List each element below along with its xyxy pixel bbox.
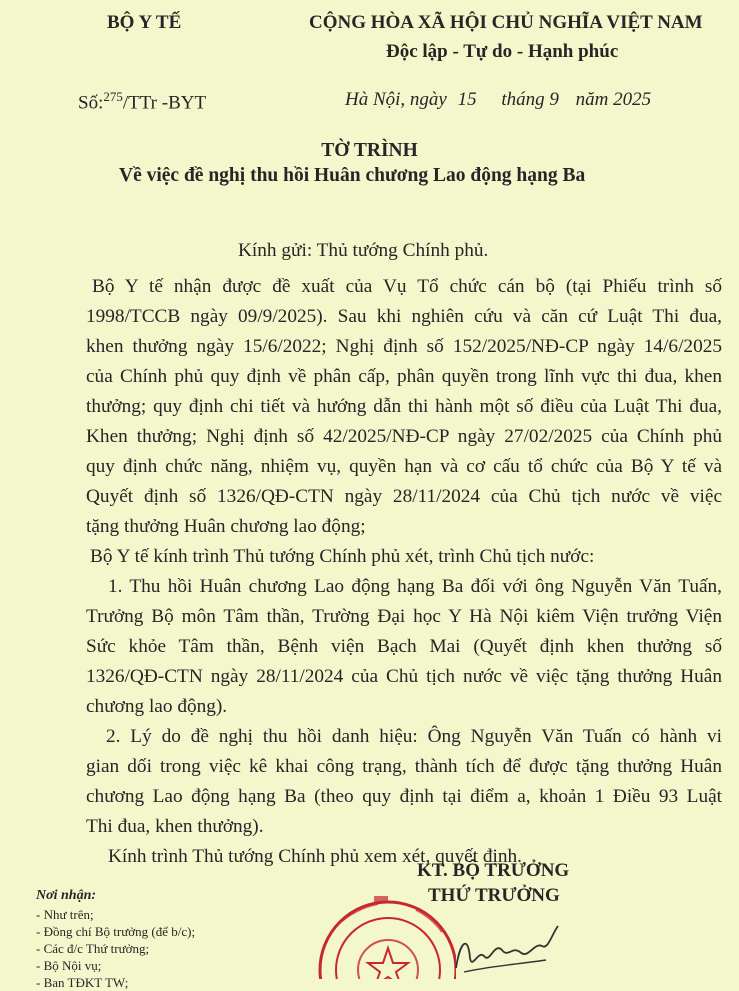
recipient-item: - Đồng chí Bộ trưởng (để b/c); [36,924,196,939]
body-line: 1998/TCCB ngày 09/9/2025). Sau khi nghiên cứu và căn cứ Luật Thi đua, [86,306,722,327]
number-prefix: Số: [78,92,104,114]
signature-title-2: THỨ TRƯỞNG [428,885,560,906]
date-month-label: tháng [501,89,545,110]
number-value: 275 [103,89,123,104]
date-year: 2025 [613,89,652,110]
recipient-item: - Như trên; [36,907,94,922]
recipient-item: - Các đ/c Thứ trưởng; [36,941,150,956]
body-line: tặng thưởng Huân chương lao động; [86,516,366,537]
salutation: Kính gửi: Thủ tướng Chính phủ. [238,240,489,261]
body-line: 1. Thu hồi Huân chương Lao động hạng Ba đối với ông Nguyễn Văn Tuấn, [108,576,722,597]
body-line: Bộ Y tế kính trình Thủ tướng Chính phủ xét, trình Chủ tịch nước: [90,546,595,567]
body-line: Trưởng Bộ môn Tâm thần, Trường Đại học Y Hà Nội kiêm Viện trưởng Viện [86,606,722,627]
body-line: Bộ Y tế nhận được đề xuất của Vụ Tổ chức cán bộ (tại Phiếu trình số [92,276,722,297]
date-month: 9 [549,89,559,110]
number-suffix: /TTr -BYT [122,92,207,114]
date-place: Hà Nội, ngày [345,89,447,110]
recipient-item: - Bộ Nội vụ; [36,958,102,973]
body-line: gian dối trong việc kê khai công trạng, thành tích để được tặng thưởng Huân [86,756,722,777]
date-day: 15 [457,89,477,110]
body-line: Thi đua, khen thưởng). [86,816,264,837]
body-line: Khen thưởng; Nghị định số 42/2025/NĐ-CP ngày 27/02/2025 của Chính phủ [86,426,722,447]
body-line: Sức khỏe Tâm thần, Bệnh viện Bạch Mai (Quyết định khen thưởng số [86,636,722,657]
national-motto: Độc lập - Tự do - Hạnh phúc [386,41,619,62]
country-name: CỘNG HÒA XÃ HỘI CHỦ NGHĨA VIỆT NAM [309,12,703,33]
document-number [78,89,206,114]
document-subject: Về việc đề nghị thu hồi Huân chương Lao động hạng Ba [119,165,586,186]
date-year-label: năm [575,89,609,110]
signature-title-1: KT. BỘ TRƯỞNG [417,860,570,881]
body-line: quy định chức năng, nhiệm vụ, quyền hạn và cơ cấu tổ chức của Bộ Y tế và [86,456,722,477]
recipient-item: - Ban TĐKT TW; [36,975,129,990]
body-line: chương Lao động hạng Ba (theo quy định tại điểm a, khoản 1 Điều 93 Luật [86,786,722,807]
handwritten-signature [450,920,560,979]
agency-name: BỘ Y TẾ [107,12,182,33]
recipients-label: Nơi nhận: [36,888,97,903]
body-line: Quyết định số 1326/QĐ-CTN ngày 28/11/2024 của Chủ tịch nước về việc [86,486,722,507]
body-line: Kính trình Thủ tướng Chính phủ xem xét, quyết định. [108,846,522,867]
body-line: khen thưởng ngày 15/6/2022; Nghị định số 152/2025/NĐ-CP ngày 14/6/2025 [86,336,722,357]
body-line: của Chính phủ quy định về phân cấp, phân quyền trong lĩnh vực thi đua, khen [86,366,722,387]
body-line: chương lao động). [86,696,228,717]
body-line: 2. Lý do đề nghị thu hồi danh hiệu: Ông Nguyễn Văn Tuấn có hành vi [106,726,722,747]
document-type: TỜ TRÌNH [321,140,418,161]
body-line: thưởng; quy định chi tiết và hướng dẫn thi hành một số điều của Luật Thi đua, [86,396,722,417]
body-line: 1326/QĐ-CTN ngày 28/11/2024 của Chủ tịch nước về việc tặng thưởng Huân [86,666,722,687]
document-date [345,89,651,111]
